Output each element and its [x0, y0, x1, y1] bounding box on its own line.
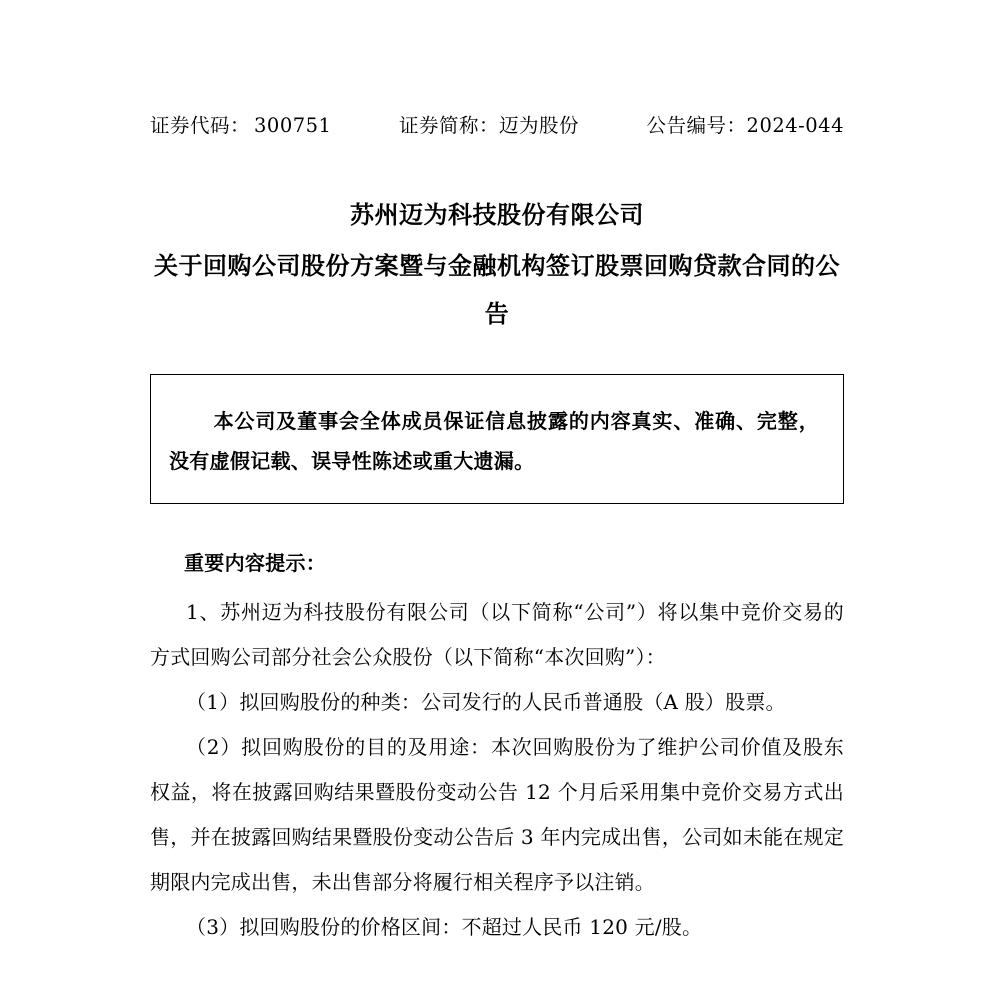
company-title: 苏州迈为科技股份有限公司: [350, 200, 644, 229]
page-title: 关于回购公司股份方案暨与金融机构签订股票回购贷款合同的公告: [154, 251, 840, 328]
announcement-number: [647, 110, 844, 138]
announcement-number-label: 公告编号：: [646, 114, 747, 137]
security-name-value: 迈为股份: [499, 114, 580, 137]
section-title-important-notice: 重要内容提示：: [184, 551, 327, 575]
security-code: [150, 110, 331, 138]
announcement-number-value: 2024-044: [746, 114, 844, 137]
document-body: [150, 590, 844, 950]
security-name-label: 证券简称：: [398, 114, 499, 137]
disclaimer-box: [150, 374, 844, 504]
paragraph: 1、苏州迈为科技股份有限公司（以下简称“公司”）将以集中竞价交易的方式回购公司部分社会公众股份（以下简称“本次回购”）：: [150, 600, 844, 669]
paragraph: （3）拟回购股份的价格区间：不超过人民币 120 元/股。: [186, 915, 703, 939]
security-code-value: 300751: [254, 114, 332, 137]
document-header: [150, 110, 844, 138]
paragraph: （1）拟回购股份的种类：公司发行的人民币普通股（A 股）股票。: [186, 690, 786, 714]
paragraph: （2）拟回购股份的目的及用途：本次回购股份为了维护公司价值及股东权益，将在披露回购结果暨股份变动公告 12 个月后采用集中竞价交易方式出售，并在披露回购结果暨股份变动公告后 3 年内完成出售，公司如未能在规定期限内完成出售，未出售部分将履行相关程序予以注销。: [150, 735, 844, 894]
disclaimer-text: 本公司及董事会全体成员保证信息披露的内容真实、准确、完整，没有虚假记载、误导性陈述或重大遗漏。: [169, 409, 819, 473]
security-code-label: 证券代码：: [150, 114, 251, 137]
security-name: [399, 110, 579, 138]
